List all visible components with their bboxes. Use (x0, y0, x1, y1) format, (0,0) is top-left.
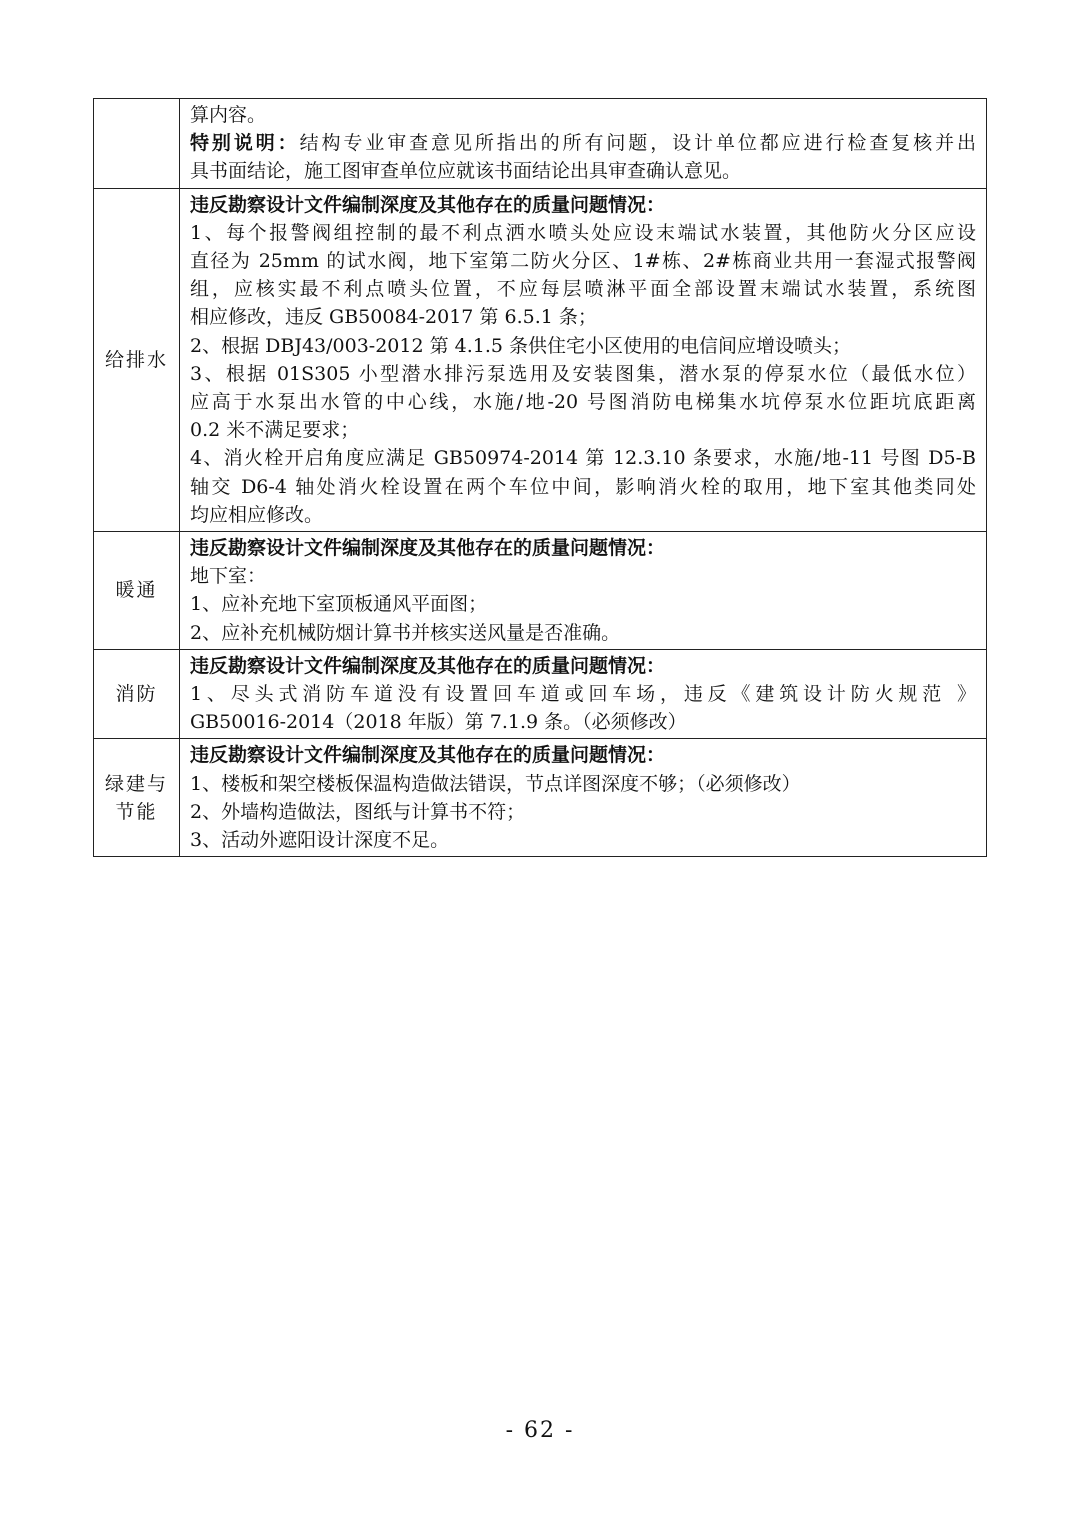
table-row-green-building-energy (94, 739, 987, 857)
category-cell (94, 531, 180, 649)
content-line: 3、活动外遮阳设计深度不足。 (190, 828, 450, 851)
content-cell (180, 739, 987, 857)
content-line: 2、根据 DBJ43/003-2012 第 4.1.5 条供住宅小区使用的电信间应增设喷头； (190, 334, 852, 357)
content-line: 组，应核实最不利点喷头位置，不应每层喷淋平面全部设置末端试水装置，系统图 (190, 278, 976, 301)
table-row-hvac (94, 531, 987, 649)
content-line: 地下室： (190, 565, 267, 588)
category-label: 暖通 (115, 579, 158, 602)
category-cell (94, 739, 180, 857)
section-heading: 违反勘察设计文件编制深度及其他存在的质量问题情况： (190, 536, 666, 559)
content-line: 直径为 25mm 的试水阀，地下室第二防火分区、1#栋、2#栋商业共用一套湿式报警阀 (190, 249, 976, 272)
category-label: 消防 (115, 683, 158, 706)
table-row-plumbing (94, 188, 987, 531)
content-cell (180, 649, 987, 739)
content-line: 3、根据 01S305 小型潜水排污泵选用及安装图集，潜水泵的停泵水位（最低水位） (190, 362, 976, 385)
content-line: 均应相应修改。 (190, 503, 324, 526)
content-line (190, 129, 976, 157)
content-line: 1、楼板和架空楼板保温构造做法错误，节点详图深度不够；（必须修改） (190, 772, 801, 795)
special-note-text: 结构专业审查意见所指出的所有问题，设计单位都应进行检查复核并出 (299, 132, 976, 155)
content-cell (180, 188, 987, 531)
content-cell (180, 99, 987, 189)
category-cell (94, 188, 180, 531)
category-label-line-2: 节能 (115, 800, 158, 823)
category-label-line-1: 绿建与 (104, 772, 168, 795)
content-line: 1、每个报警阀组控制的最不利点洒水喷头处应设末端试水装置，其他防火分区应设 (190, 221, 976, 244)
content-line: 2、外墙构造做法，图纸与计算书不符； (190, 800, 526, 823)
content-line: GB50016-2014（2018 年版）第 7.1.9 条。（必须修改） (190, 711, 687, 734)
section-heading: 违反勘察设计文件编制深度及其他存在的质量问题情况： (190, 193, 666, 216)
content-line: 0.2 米不满足要求； (190, 419, 360, 442)
content-line: 具书面结论，施工图审查单位应就该书面结论出具审查确认意见。 (190, 160, 742, 183)
content-line: 相应修改，违反 GB50084-2017 第 6.5.1 条； (190, 306, 597, 329)
page-number: - 62 - (505, 1418, 575, 1443)
review-table (93, 98, 987, 857)
category-cell-empty (94, 99, 180, 189)
content-line: 2、应补充机械防烟计算书并核实送风量是否准确。 (190, 621, 621, 644)
table-row-structure-continued (94, 99, 987, 189)
content-cell (180, 531, 987, 649)
section-heading: 违反勘察设计文件编制深度及其他存在的质量问题情况： (190, 744, 666, 767)
content-line: 应高于水泵出水管的中心线，水施/地-20 号图消防电梯集水坑停泵水位距坑底距离 (190, 390, 976, 413)
content-line: 1、尽头式消防车道没有设置回车道或回车场，违反《建筑设计防火规范 》 (190, 682, 976, 705)
content-line: 4、消火栓开启角度应满足 GB50974-2014 第 12.3.10 条要求，水施/地-11 号图 D5-B (190, 447, 976, 470)
table-row-fire-protection (94, 649, 987, 739)
section-heading: 违反勘察设计文件编制深度及其他存在的质量问题情况： (190, 654, 666, 677)
content-line: 算内容。 (190, 104, 267, 126)
content-line: 1、应补充地下室顶板通风平面图； (190, 593, 488, 616)
category-label: 给排水 (104, 348, 168, 371)
special-note-label: 特别说明： (190, 132, 300, 155)
content-line: 轴交 D6-4 轴处消火栓设置在两个车位中间，影响消火栓的取用，地下室其他类同处 (190, 475, 976, 498)
category-cell (94, 649, 180, 739)
